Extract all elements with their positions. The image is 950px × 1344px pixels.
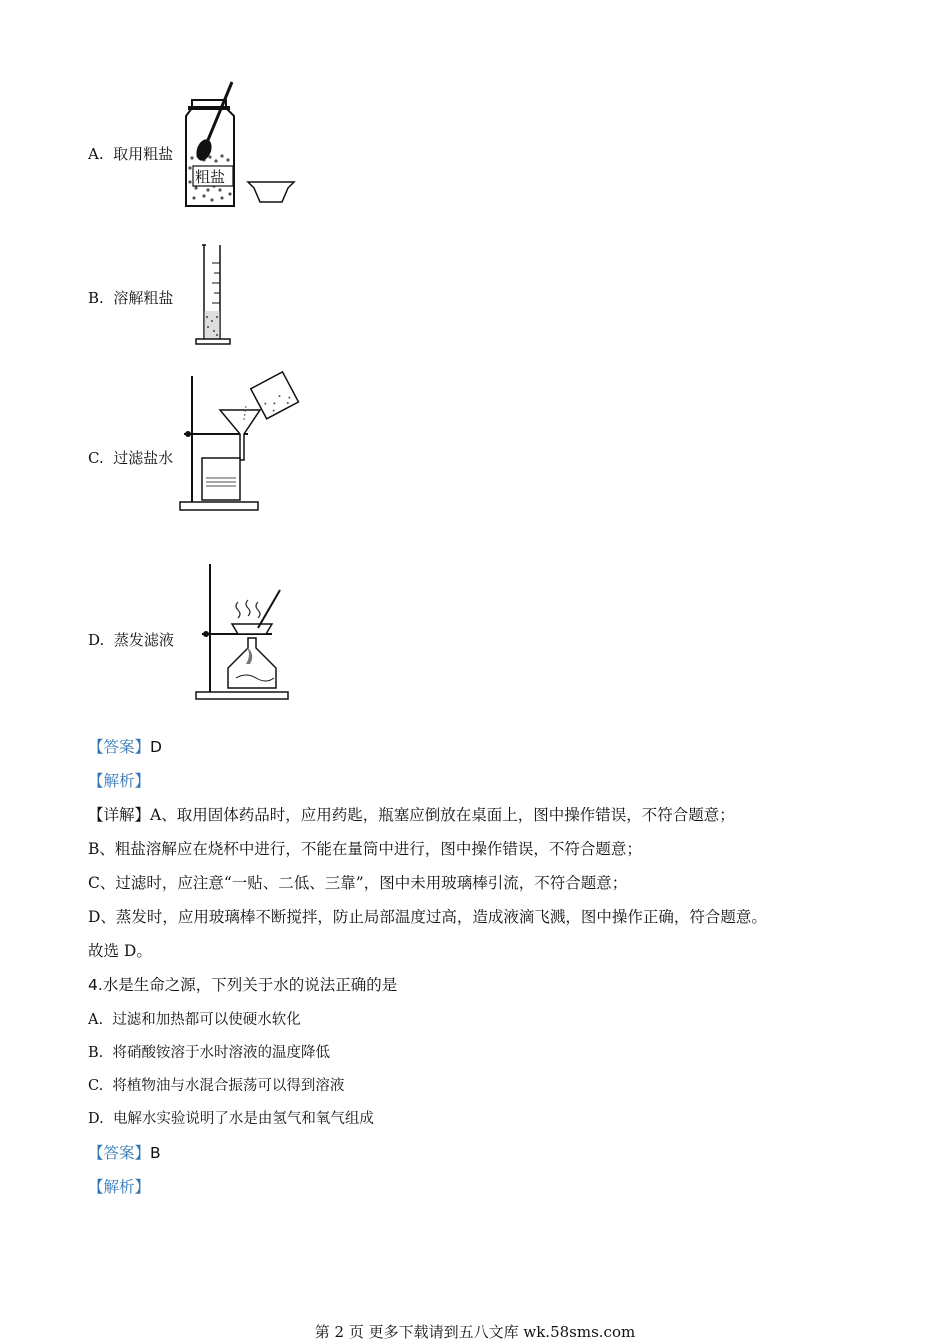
q4-option-c	[88, 1075, 344, 1097]
option-text: 溶解粗盐	[113, 289, 174, 307]
answer-value: D	[150, 738, 162, 756]
detail-line-a: A、取用固体药品时，应用药匙，瓶塞应倒放在桌面上，图中操作错误，不符合题意；	[150, 806, 735, 824]
q3-option-a	[88, 144, 173, 164]
q3-option-b	[88, 288, 173, 308]
option-letter: B.	[88, 1045, 104, 1061]
detail-tag: 【详解】	[88, 806, 151, 824]
q3-option-d	[88, 630, 174, 650]
q3-detail-a	[88, 804, 735, 826]
q4-stem	[88, 974, 397, 996]
option-text: 将植物油与水混合振荡可以得到溶液	[112, 1078, 345, 1094]
answer-tag: 【答案】	[88, 738, 151, 756]
figure-take-salt	[176, 78, 296, 210]
option-letter: D.	[88, 631, 105, 649]
question-number: 4.	[88, 976, 103, 994]
q4-option-d	[88, 1108, 374, 1130]
q3-option-c	[88, 448, 173, 468]
option-letter: A.	[88, 145, 104, 163]
jar-label: 粗盐	[195, 168, 226, 186]
figure-filtration	[176, 368, 302, 518]
q3-detail-d: D、蒸发时，应用玻璃棒不断搅拌，防止局部温度过高，造成液滴飞溅，图中操作正确，符合题意。	[88, 908, 767, 926]
figure-evaporation	[192, 560, 292, 702]
q3-analysis-tag: 【解析】	[88, 772, 151, 790]
option-letter: C.	[88, 1078, 104, 1094]
q4-analysis-tag: 【解析】	[88, 1178, 151, 1196]
q3-conclusion: 故选 D。	[88, 942, 152, 960]
figure-graduated-cylinder	[192, 243, 238, 351]
answer-tag: 【答案】	[88, 1144, 151, 1162]
question-text: 水是生命之源，下列关于水的说法正确的是	[102, 976, 398, 994]
answer-value: B	[150, 1144, 161, 1162]
q4-option-a	[88, 1009, 301, 1031]
option-letter: C.	[88, 449, 104, 467]
option-text: 电解水实验说明了水是由氢气和氧气组成	[112, 1111, 374, 1127]
option-letter: B.	[88, 289, 104, 307]
option-letter: D.	[88, 1111, 104, 1127]
q3-detail-c: C、过滤时，应注意“一贴、二低、三靠”，图中未用玻璃棒引流，不符合题意；	[88, 874, 628, 892]
q3-answer	[88, 736, 162, 758]
option-text: 过滤和加热都可以使硬水软化	[112, 1012, 301, 1028]
option-text: 将硝酸铵溶于水时溶液的温度降低	[112, 1045, 330, 1061]
q4-option-b	[88, 1042, 330, 1064]
q4-answer	[88, 1142, 161, 1164]
option-letter: A.	[88, 1012, 104, 1028]
option-text: 过滤盐水	[113, 449, 174, 467]
option-text: 取用粗盐	[113, 145, 174, 163]
option-text: 蒸发滤液	[113, 631, 174, 649]
q3-detail-b: B、粗盐溶解应在烧杯中进行，不能在量筒中进行，图中操作错误，不符合题意；	[88, 840, 642, 858]
page-footer: 第 2 页 更多下载请到五八文库 wk.58sms.com	[314, 1323, 636, 1341]
